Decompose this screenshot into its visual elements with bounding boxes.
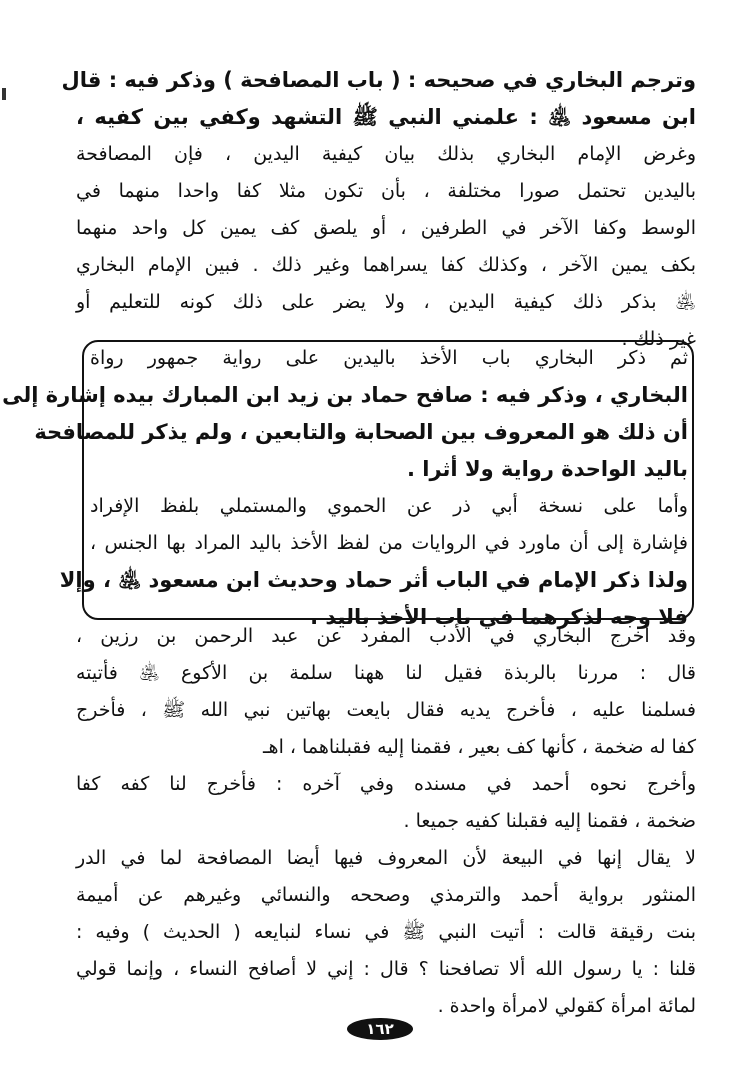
text-line: بكف يمين الآخر ، وكذلك كفا يسراهما وغير ذلك . فبين الإمام البخاري <box>76 254 696 276</box>
text-line: غير ذلك . <box>621 328 696 350</box>
text-line: ﵁ بذكر ذلك كيفية اليدين ، ولا يضر على ذلك كونه للتعليم أو <box>76 291 696 313</box>
text-line: الوسط وكفا الآخر في الطرفين ، أو يلصق كف يمين كل واحد منهما <box>76 217 696 239</box>
text-line: لمائة امرأة كقولي لامرأة واحدة . <box>437 995 696 1017</box>
text-line: فلا وجه لذكرهما في باب الأخذ باليد . <box>310 605 688 629</box>
paragraph-2-boxed <box>2 340 688 636</box>
text-line: فسلمنا عليه ، فأخرج يديه فقال بايعت بهاتين نبي الله ﷺ ، فأخرج <box>76 699 696 721</box>
text-line: كفا له ضخمة ، كأنها كف بعير ، فقمنا إليه فقبلناهما ، اهـ <box>262 736 696 758</box>
text-line: قلنا : يا رسول الله ألا تصافحنا ؟ قال : إني لا أصافح النساء ، وإنما قولي <box>76 958 696 980</box>
text-line: وقد أخرج البخاري في الأدب المفرد عن عبد الرحمن بن رزين ، <box>76 625 696 647</box>
text-line: البخاري ، وذكر فيه : صافح حماد بن زيد ابن المبارك بيده إشارة إلى <box>2 383 688 407</box>
text-line: ابن مسعود ﵁ : علمني النبي ﷺ التشهد وكفي بين كفيه ، <box>76 105 696 129</box>
text-line: وأما على نسخة أبي ذر عن الحموي والمستملي بلفظ الإفراد <box>90 495 688 517</box>
text-line: قال : مررنا بالربذة فقيل لنا ههنا سلمة بن الأكوع ﵁ فأتيته <box>76 662 696 684</box>
text-line: أن ذلك هو المعروف بين الصحابة والتابعين ، ولم يذكر للمصافحة <box>34 420 688 444</box>
text-line: وأخرج نحوه أحمد في مسنده وفي آخره : فأخرج لنا كفه كفا <box>76 773 696 795</box>
text-line: لا يقال إنها في البيعة لأن المعروف فيها أيضا المصافحة لما في الدر <box>76 847 696 869</box>
text-line: ولذا ذكر الإمام في الباب أثر حماد وحديث ابن مسعود ﵁ ، وإلا <box>59 568 688 592</box>
paragraph-1 <box>61 62 696 358</box>
text-line: ضخمة ، فقمنا إليه فقبلنا كفيه جميعا . <box>403 810 696 832</box>
text-line: باليد الواحدة رواية ولا أثرا . <box>407 457 688 481</box>
text-line: فإشارة إلى أن ماورد في الروايات من لفظ الأخذ باليد المراد بها الجنس ، <box>90 532 688 554</box>
text-line: وغرض الإمام البخاري بذلك بيان كيفية اليدين ، فإن المصافحة <box>76 143 696 165</box>
text-line: وترجم البخاري في صحيحه : ( باب المصافحة ) وذكر فيه : قال <box>61 68 696 92</box>
text-line: بنت رقيقة قالت : أتيت النبي ﷺ في نساء لنبايعه ( الحديث ) وفيه : <box>76 921 696 943</box>
text-line: ثم ذكر البخاري باب الأخذ باليدين على رواية جمهور رواة <box>90 347 688 369</box>
page-number: ١٦٢ <box>347 1018 413 1040</box>
text-line: المنثور برواية أحمد والترمذي وصححه والنسائي وغيرهم عن أميمة <box>76 884 696 906</box>
text-line: باليدين تحتمل صورا مختلفة ، بأن تكون مثلا كفا واحدا منهما في <box>76 180 696 202</box>
scan-edge-mark <box>2 88 6 100</box>
paragraph-3 <box>76 618 696 1025</box>
